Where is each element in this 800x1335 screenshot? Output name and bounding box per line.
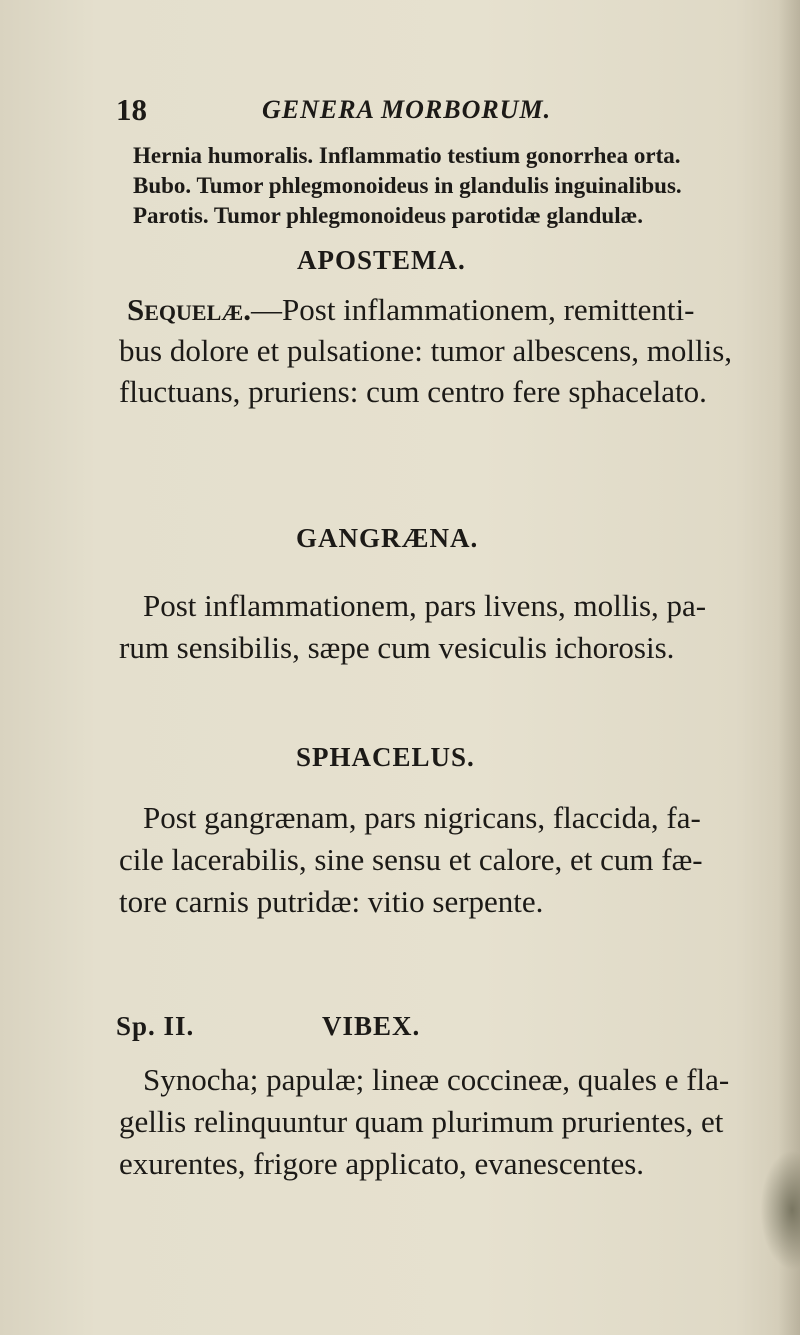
apostema-line-3: fluctuans, pruriens: cum centro fere sphacelato. [119,374,707,409]
vibex-line-2: gellis relinquuntur quam plurimum prurientes, et [119,1104,724,1139]
heading-apostema: APOSTEMA. [297,245,466,275]
sphacelus-line-3: tore carnis putridæ: vitio serpente. [119,884,544,919]
entry-hernia-humoralis: Hernia humoralis. Inflammatio testium gonorrhea orta. [133,143,681,168]
page-stain [760,1150,800,1270]
apostema-line-1 [127,292,694,328]
heading-gangraena: GANGRÆNA. [296,523,479,553]
vibex-line-1: Synocha; papulæ; lineæ coccineæ, quales e fla- [143,1062,730,1097]
vibex-line-3: exurentes, frigore applicato, evanescentes. [119,1146,645,1181]
sphacelus-line-1: Post gangrænam, pars nigricans, flaccida, fa- [143,800,701,835]
heading-sphacelus: SPHACELUS. [296,742,475,772]
running-title: GENERA MORBORUM. [262,95,552,124]
gangraena-line-1: Post inflammationem, pars livens, mollis, pa- [143,588,707,623]
entry-parotis: Parotis. Tumor phlegmonoideus parotidæ glandulæ. [133,203,643,228]
sphacelus-line-2: cile lacerabilis, sine sensu et calore, et cum fæ- [119,842,703,877]
page-edge-shadow [778,0,800,1335]
heading-vibex: VIBEX. [322,1011,421,1041]
apostema-line-1-text: —Post inflammationem, remittenti- [251,292,695,327]
gangraena-line-2: rum sensibilis, sæpe cum vesiculis ichorosis. [119,630,675,665]
entry-bubo: Bubo. Tumor phlegmonoideus in glandulis inguinalibus. [133,173,682,198]
sequelae-lead: Sequelæ. [127,292,252,327]
species-number: Sp. II. [116,1011,195,1041]
apostema-line-2: bus dolore et pulsatione: tumor albescens, mollis, [119,333,733,368]
page-number: 18 [116,92,147,127]
